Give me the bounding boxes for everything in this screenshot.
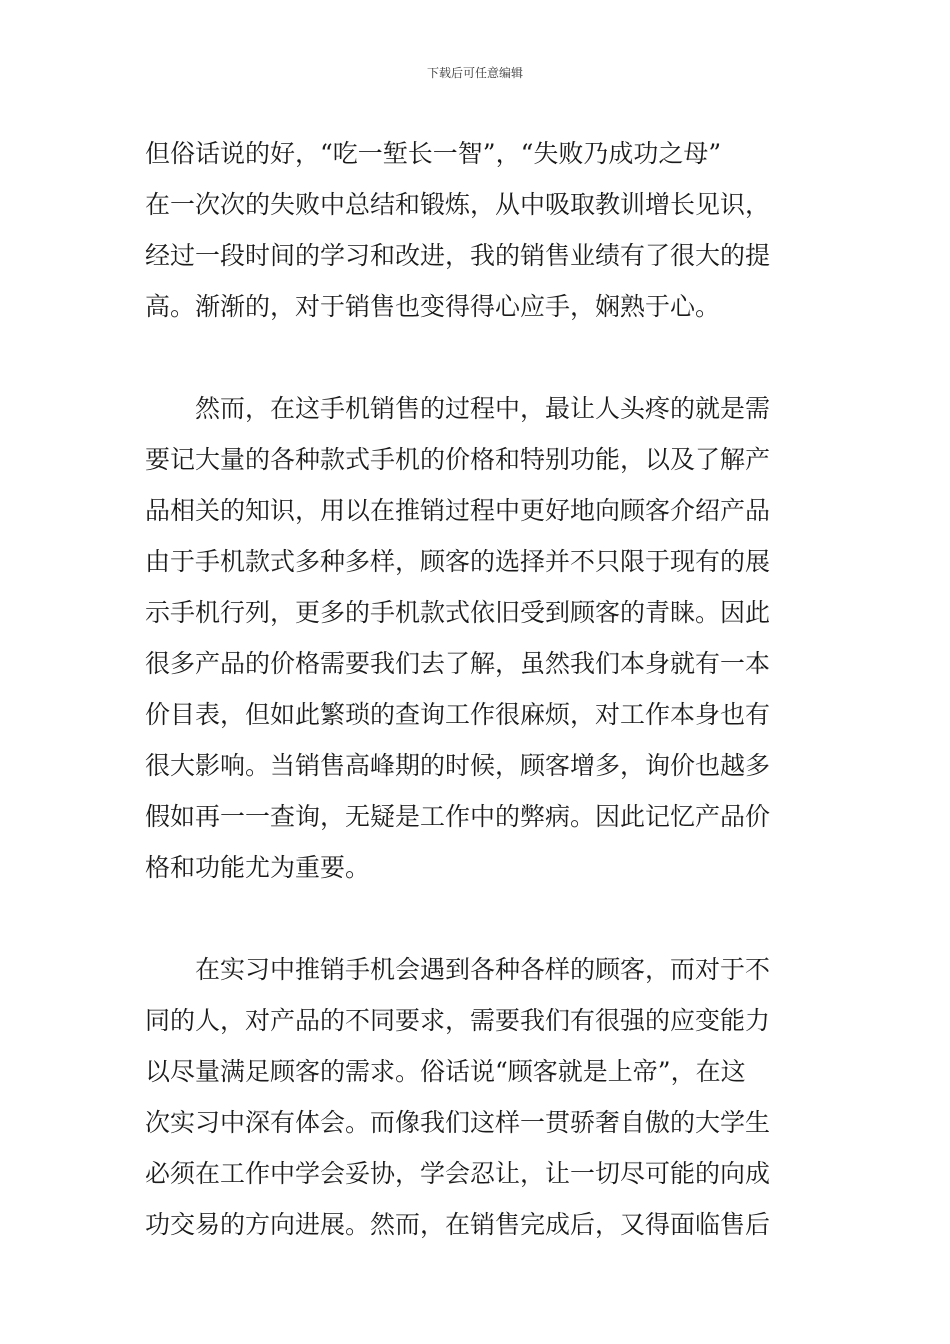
- paragraph-2: [145, 383, 810, 893]
- text-line: 同的人，对产品的不同要求，需要我们有很强的应变能力: [145, 1006, 771, 1035]
- text-line: 品相关的知识，用以在推销过程中更好地向顾客介绍产品: [145, 496, 771, 525]
- text-line: 高。渐渐的，对于销售也变得得心应手，娴熟于心。: [145, 292, 721, 321]
- text-line: 价目表，但如此繁琐的查询工作很麻烦，对工作本身也有: [145, 700, 771, 729]
- paragraph-3: [145, 944, 810, 1250]
- text-line: 要记大量的各种款式手机的价格和特别功能，以及了解产: [145, 445, 771, 474]
- header-note: 下载后可任意编辑: [426, 66, 523, 80]
- text-line: 但俗话说的好，“吃一堑长一智”，“失败乃成功之母”: [145, 139, 722, 168]
- text-line: 经过一段时间的学习和改进，我的销售业绩有了很大的提: [145, 241, 771, 270]
- text-line: 然而，在这手机销售的过程中，最让人头疼的就是需: [145, 394, 771, 423]
- text-line: 功交易的方向进展。然而，在销售完成后，又得面临售后: [145, 1210, 771, 1239]
- text-line: 很多产品的价格需要我们去了解，虽然我们本身就有一本: [145, 649, 771, 678]
- text-line: 在一次次的失败中总结和锻炼，从中吸取教训增长见识，: [145, 190, 771, 219]
- paragraph-gap: [145, 332, 810, 383]
- text-line: 次实习中深有体会。而像我们这样一贯骄奢自傲的大学生: [145, 1108, 771, 1137]
- text-line: 示手机行列，更多的手机款式依旧受到顾客的青睐。因此: [145, 598, 771, 627]
- body-text: [145, 128, 810, 1250]
- text-line: 在实习中推销手机会遇到各种各样的顾客，而对于不: [145, 955, 771, 984]
- text-line: 必须在工作中学会妥协，学会忍让，让一切尽可能的向成: [145, 1159, 771, 1188]
- text-line: 以尽量满足顾客的需求。俗话说“顾客就是上帝”，在这: [145, 1057, 746, 1086]
- text-line: 假如再一一查询，无疑是工作中的弊病。因此记忆产品价: [145, 802, 771, 831]
- text-line: 由于手机款式多种多样，顾客的选择并不只限于现有的展: [145, 547, 771, 576]
- paragraph-gap: [145, 893, 810, 944]
- text-line: 格和功能尤为重要。: [145, 853, 371, 882]
- paragraph-1: [145, 128, 810, 332]
- text-line: 很大影响。当销售高峰期的时候，顾客增多，询价也越多: [145, 751, 771, 780]
